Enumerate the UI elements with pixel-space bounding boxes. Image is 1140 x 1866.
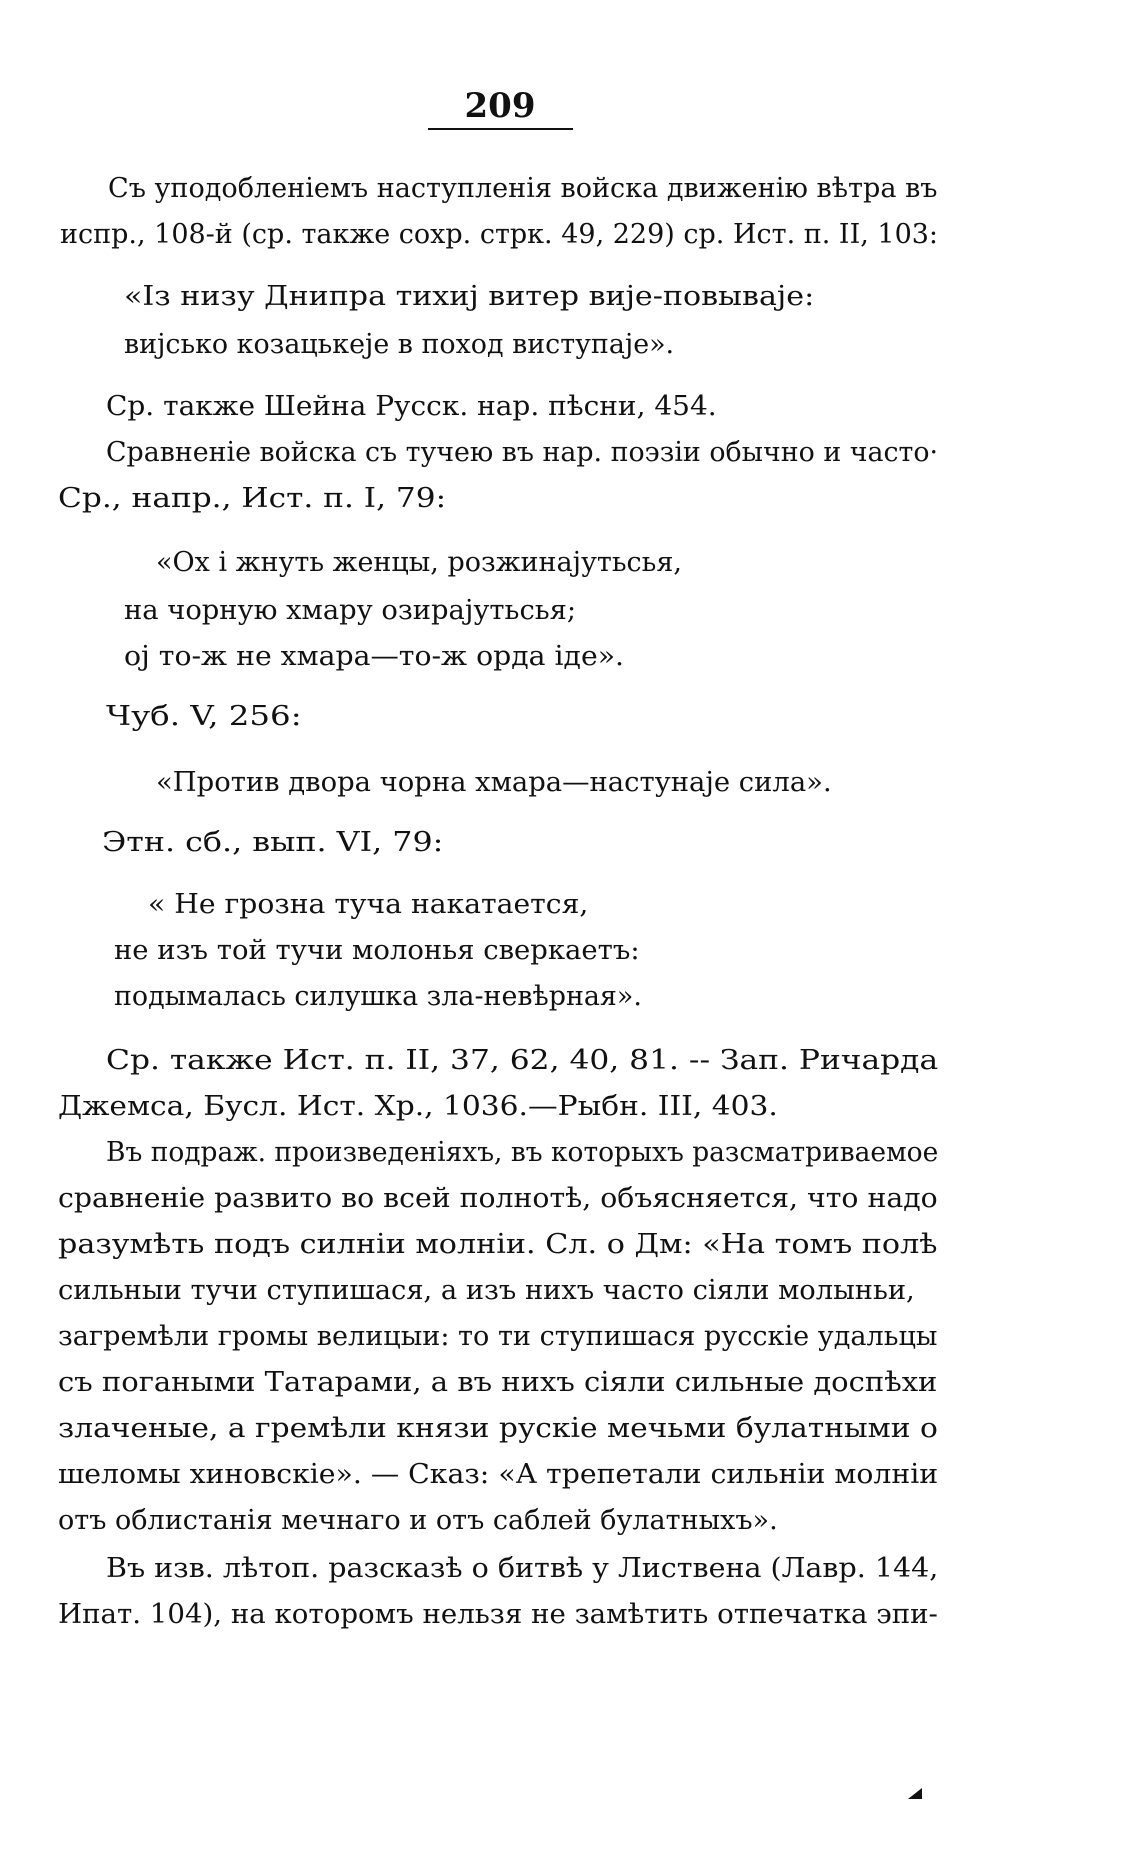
text-line: «Із низу Днипра тихиј витер вије-повываје: <box>124 281 815 312</box>
text-line: подымалась силушка зла-невѣрная». <box>114 981 642 1012</box>
text-line: вијсько козацькеје в поход виступаје». <box>124 329 675 360</box>
text-line: сравненіе развито во всей полнотѣ, объясняется, что надо <box>58 1183 938 1214</box>
text-line: Въ изв. лѣтоп. разсказѣ о битвѣ у Листвена (Лавр. 144, <box>106 1553 939 1584</box>
text-line: испр., 108-й (ср. также сохр. стрк. 49, 229) ср. Ист. п. II, 103: <box>60 219 939 250</box>
text-line: Въ подраж. произведеніяхъ, въ которыхъ разсматриваемое <box>106 1137 939 1168</box>
text-line: злаченые, а гремѣли князи рускіе мечьми булатными о <box>58 1413 938 1444</box>
text-line: Этн. сб., вып. VI, 79: <box>102 827 444 858</box>
text-line: Съ уподобленіемъ наступленія войска движенію вѣтра въ <box>108 173 938 204</box>
text-line: отъ облистанія мечнаго и отъ саблей булатныхъ». <box>58 1505 778 1536</box>
text-line: « Не грозна туча накатается, <box>148 889 589 920</box>
text-line: Ипат. 104), на которомъ нельзя не замѣтить отпечатка эпи- <box>58 1599 938 1630</box>
printer-mark-icon <box>908 1788 922 1799</box>
page-number: 209 <box>464 86 536 126</box>
text-line: на чорную хмару озирајутьсья; <box>124 595 577 626</box>
text-line: не изъ той тучи молонья сверкаетъ: <box>114 935 640 966</box>
page-number-rule <box>428 128 573 130</box>
text-line: съ погаными Татарами, а въ нихъ сіяли сильные доспѣхи <box>58 1367 938 1398</box>
text-line: Сравненіе войска съ тучею въ нар. поэзіи обычно и часто· <box>106 437 939 468</box>
text-line: ој то-ж не хмара—то-ж орда іде». <box>124 641 625 672</box>
text-line: Ср. также Шейна Русск. нар. пѣсни, 454. <box>106 391 717 422</box>
text-line: шеломы хиновскіе». — Сказ: «А трепетали сильніи молніи <box>58 1459 939 1490</box>
text-line: «Против двора чорна хмара—настунаје сила». <box>156 767 832 798</box>
text-line: Джемса, Бусл. Ист. Хр., 1036.—Рыбн. III, 403. <box>58 1091 778 1122</box>
text-line: сильныи тучи ступишася, а изъ нихъ часто сіяли молыньи, <box>58 1275 915 1306</box>
text-line: «Ох і жнуть женцы, розжинајутьсья, <box>156 547 682 578</box>
text-line: Ср., напр., Ист. п. I, 79: <box>58 483 447 514</box>
text-line: Ср. также Ист. п. II, 37, 62, 40, 81. -- Зап. Ричарда <box>106 1045 939 1076</box>
text-line: загремѣли громы велицыи: то ти ступишася русскіе удальцы <box>58 1321 938 1352</box>
text-line: разумѣть подъ силніи молніи. Сл. о Дм: «На томъ полѣ <box>58 1229 938 1260</box>
text-line: Чуб. V, 256: <box>106 701 302 732</box>
